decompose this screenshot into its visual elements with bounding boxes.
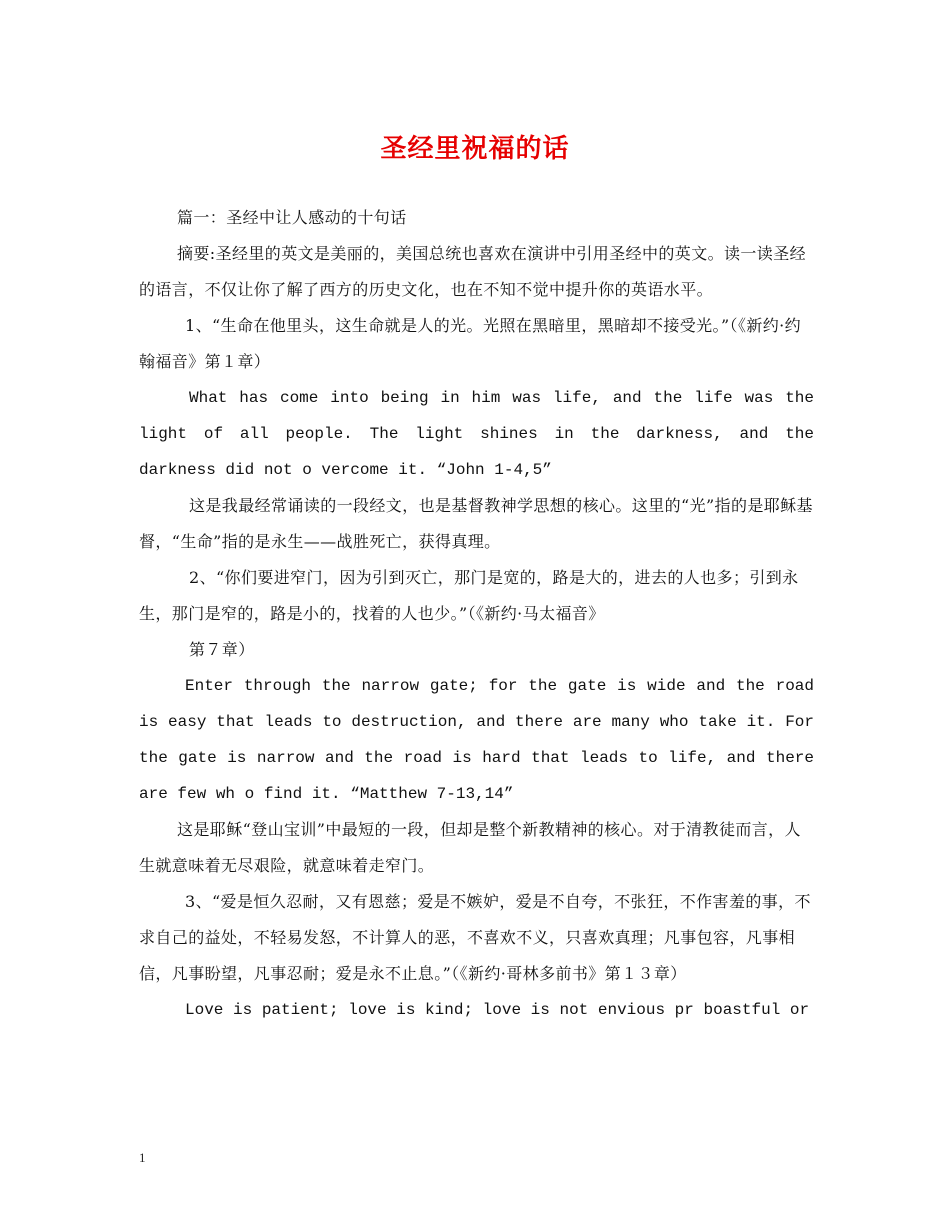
- paragraph-verse-3-cn: 3、“爱是恒久忍耐，又有恩慈；爱是不嫉妒，爱是不自夸，不张狂，不作害羞的事，不求自己的益处，不轻易发怒，不计算人的恶，不喜欢不义，只喜欢真理；凡事包容，凡事相信，凡事盼望，凡事忍耐；爱是永不止息。”（《新约·哥林多前书》第１３章）: [139, 892, 811, 983]
- page-number: 1: [139, 1150, 146, 1165]
- paragraph-verse-2-cn: 2、“你们要进窄门，因为引到灭亡，那门是宽的，路是大的，进去的人也多；引到永生，那门是窄的，路是小的，找着的人也少。”（《新约·马太福音》: [139, 568, 799, 623]
- paragraph-heading: 篇一：圣经中让人感动的十句话: [177, 208, 407, 227]
- paragraph-verse-2-cn-chapter: 第７章）: [189, 640, 255, 659]
- paragraph-summary: 摘要:圣经里的英文是美丽的，美国总统也喜欢在演讲中引用圣经中的英文。读一读圣经的语言，不仅让你了解了西方的历史文化，也在不知不觉中提升你的英语水平。: [139, 244, 806, 299]
- paragraph-verse-1-cn: 1、“生命在他里头，这生命就是人的光。光照在黑暗里，黑暗却不接受光。”（《新约·约翰福音》第１章）: [139, 316, 802, 371]
- paragraph-verse-1-en: What has come into being in him was life, and the life was the light of all people. The light shines in the darkness, and the darkness did not o vercome it. “John 1-4,5”: [139, 389, 814, 479]
- paragraph-verse-1-comment: 这是我最经常诵读的一段经文，也是基督教神学思想的核心。这里的“光”指的是耶稣基督，“生命”指的是永生——战胜死亡，获得真理。: [139, 496, 813, 551]
- paragraph-verse-3-en: Love is patient; love is kind; love is not envious pr boastful or: [185, 1001, 810, 1019]
- document-body: [139, 200, 814, 1028]
- paragraph-verse-2-en: Enter through the narrow gate; for the gate is wide and the road is easy that leads to destruction, and there are many who take it. For the gate is narrow and the road is hard that leads to life, and there are few wh o find it. “Matthew 7-13,14”: [139, 677, 814, 803]
- paragraph-verse-2-comment: 这是耶稣“登山宝训”中最短的一段，但却是整个新教精神的核心。对于清教徒而言，人生就意味着无尽艰险，就意味着走窄门。: [139, 820, 801, 875]
- document-title: 圣经里祝福的话: [380, 134, 570, 164]
